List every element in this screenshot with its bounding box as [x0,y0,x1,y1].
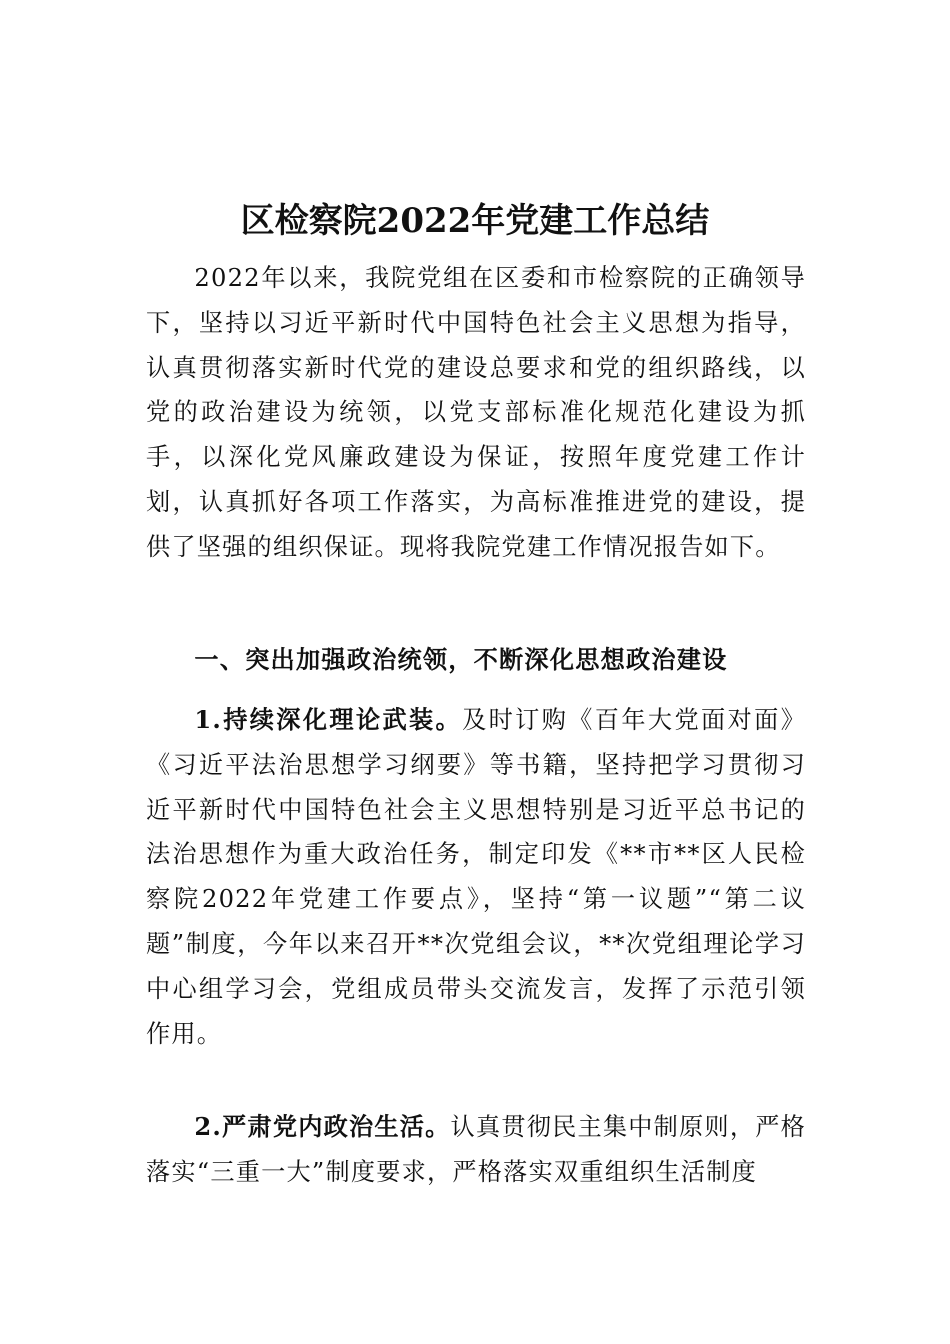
intro-paragraph: 2022年以来，我院党组在区委和市检察院的正确领导下，坚持以习近平新时代中国特色社会主义思想为指导，认真贯彻落实新时代党的建设总要求和党的组织路线，以党的政治建设为统领，以党支部标准化规范化建设为抓手，以深化党风廉政建设为保证，按照年度党建工作计划，认真抓好各项工作落实，为高标准推进党的建设，提供了坚强的组织保证。现将我院党建工作情况报告如下。 [146,264,806,561]
document-title: 区检察院2022年党建工作总结 [240,201,710,241]
item-1-lead: 1.持续深化理论武装。 [194,705,463,734]
section-heading: 一、突出加强政治统领，不断深化思想政治建设 [194,645,728,674]
item-1-paragraph [146,698,806,1056]
item-2-lead: 2.严肃党内政治生活。 [194,1112,451,1141]
item-1-text: 及时订购《百年大党面对面》《习近平法治思想学习纲要》等书籍，坚持把学习贯彻习近平新时代中国特色社会主义思想特别是习近平总书记的法治思想作为重大政治任务，制定印发《**市**区人民检察院2022年党建工作要点》，坚持“第一议题”“第二议题”制度，今年以来召开**次党组会议，**次党组理论学习中心组学习会，党组成员带头交流发言，发挥了示范引领作用。 [146,706,806,1048]
item-2-paragraph [146,1105,806,1195]
item-2-text: 认真贯彻民主集中制原则，严格落实“三重一大”制度要求，严格落实双重组织生活制度 [146,1113,806,1186]
